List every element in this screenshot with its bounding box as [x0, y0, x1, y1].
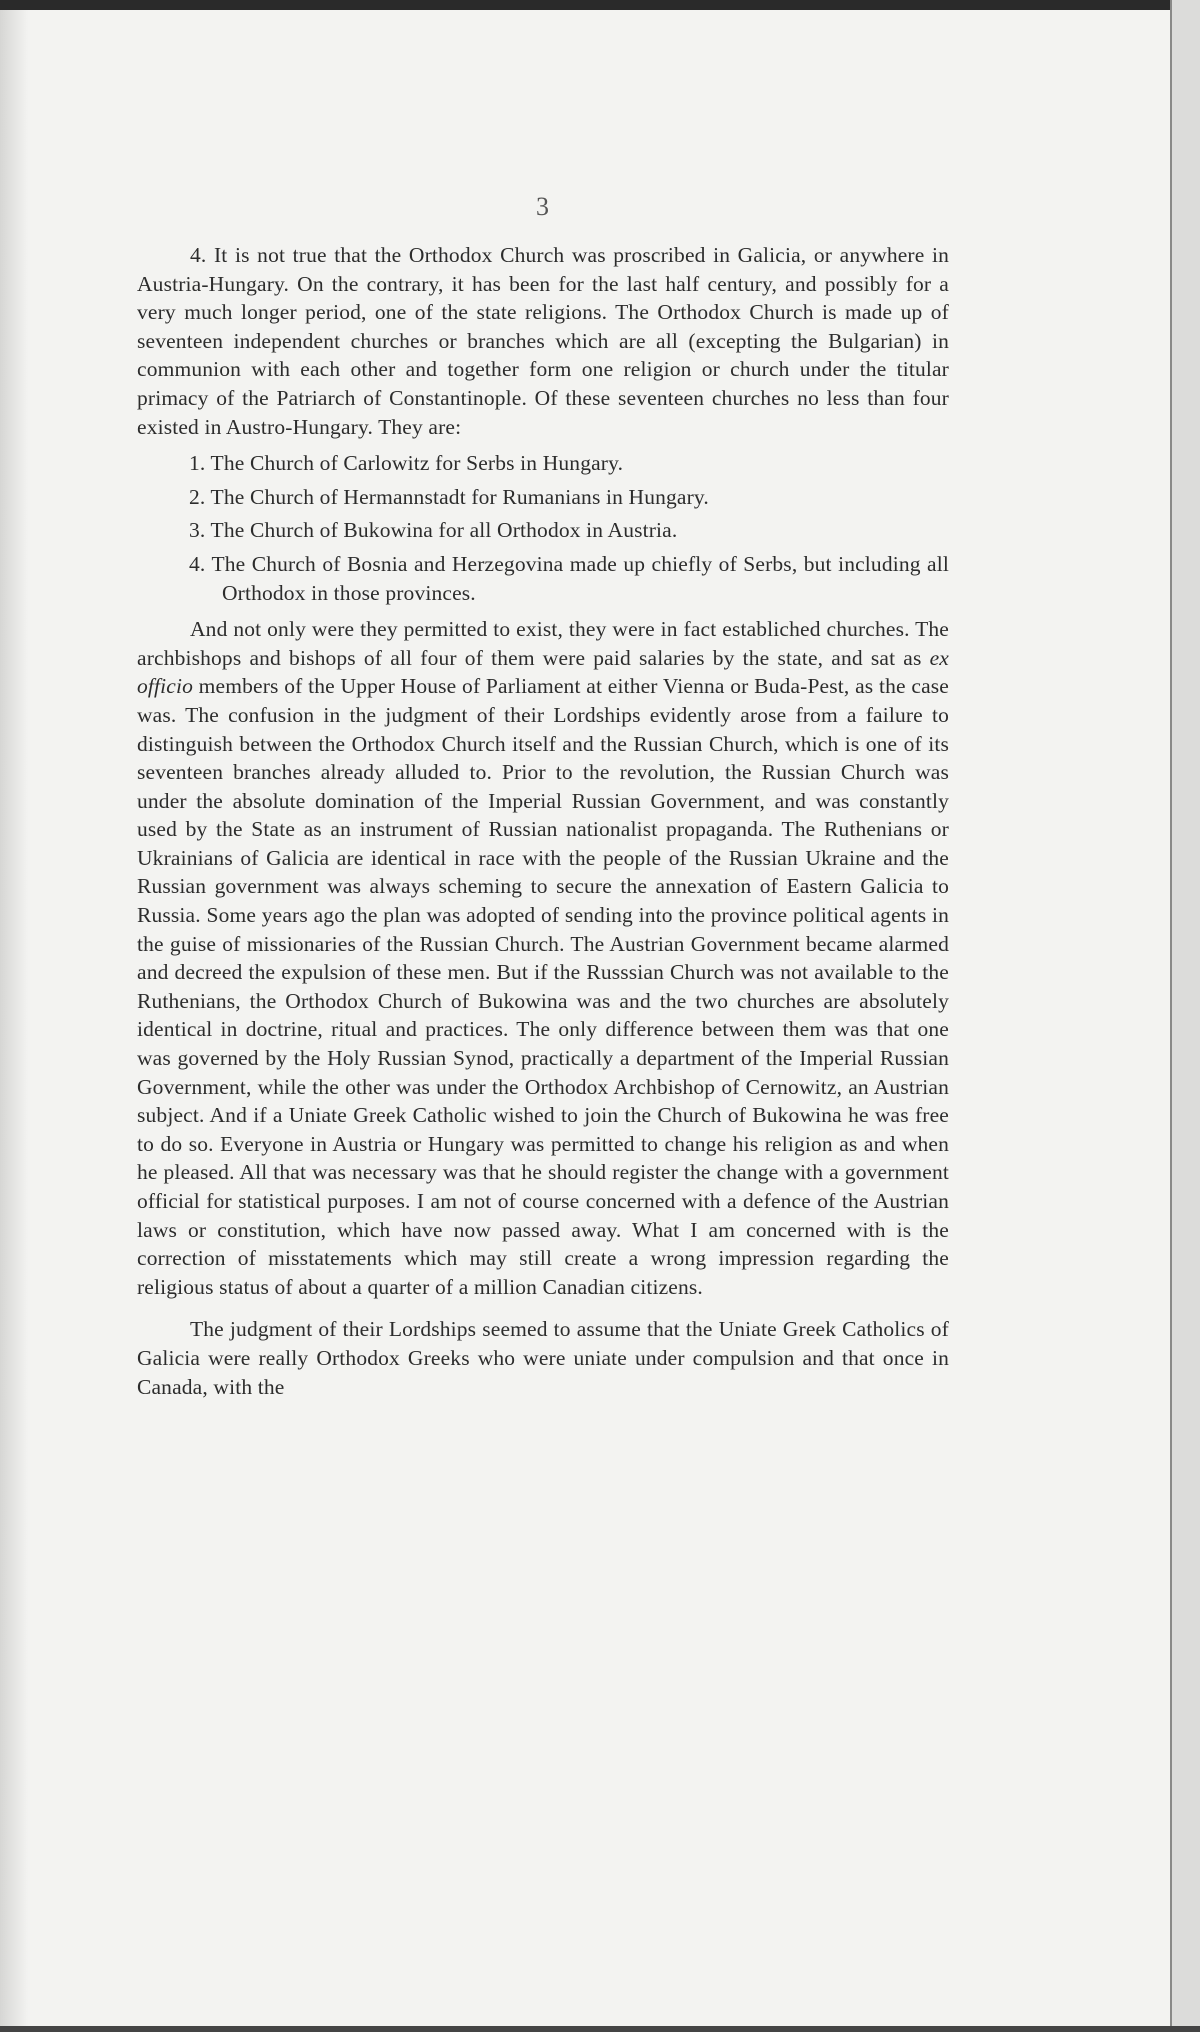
scan-bottom-edge	[0, 2026, 1200, 2032]
paragraph-4: 4. It is not true that the Orthodox Church was proscribed in Galicia, or anywhere in Austria-Hungary. On the contrary, it has been for the last half century, and possibly for a very much longer period, one of the state religions. The Orthodox Church is made up of seventeen independent churches or branches which are all (excepting the Bulgarian) in communion with each other and together form one religion or church under the titular primacy of the Patriarch of Constantinople. Of these seventeen churches no less than four existed in Austro-Hungary. They are:	[137, 243, 949, 439]
list-item-3: 3. The Church of Bukowina for all Orthodox in Austria.	[189, 518, 678, 543]
scan-right-edge	[1170, 0, 1200, 2032]
paragraph-established-churches	[137, 615, 949, 1301]
body-text	[137, 241, 949, 1401]
paragraph-text-end: members of the Upper House of Parliament at either Vienna or Buda-Pest, as the case was. The confusion in the judgment of their Lordships evidently arose from a failure to distinguish between the Orthodox Church itself and the Russian Church, which is one of its seventeen branches already alluded to. Prior to the revolution, the Russian Church was under the absolute domination of the Imperial Russian Government, and was constantly used by the State as an instrument of Russian nationalist propaganda. The Ruthenians or Ukrainians of Galicia are identical in race with the people of the Russian Ukraine and the Russian government was always scheming to secure the annexation of Eastern Galicia to Russia. Some years ago the plan was adopted of sending into the province political agents in the guise of missionaries of the Russian Church. The Austrian Government became alarmed and decreed the expulsion of these men. But if the Russsian Church was not available to the Ruthenians, the Orthodox Church of Bukowina was and the two churches are absolutely identical in doctrine, ritual and practices. The only difference between them was that one was governed by the Holy Russian Synod, practically a department of the Imperial Russian Government, while the other was under the Orthodox Archbishop of Cernowitz, an Austrian subject. And if a Uniate Greek Catholic wished to join the Church of Bukowina he was free to do so. Everyone in Austria or Hungary was permitted to change his religion as and when he pleased. All that was necessary was that he should register the change with a government official for statistical purposes. I am not of course concerned with a defence of the Austrian laws or constitution, which have now passed away. What I am concerned with is the correction of misstatements which may still create a wrong impression regarding the religious status of about a quarter of a million Canadian citizens.	[137, 674, 949, 1299]
list-item-4: 4. The Church of Bosnia and Herzegovina made up chiefly of Serbs, but including all Orthodox in those provinces.	[189, 551, 949, 605]
page-number: 3	[536, 192, 549, 221]
paragraph-text-start: And not only were they permitted to exist, they were in fact establiched churches. The archbishops and bishops of all four of them were paid salaries by the state, and sat as	[137, 617, 949, 670]
page-left-shadow	[0, 0, 28, 2032]
scan-top-edge	[0, 0, 1200, 10]
paragraph-judgment: The judgment of their Lordships seemed to assume that the Uniate Greek Catholics of Galicia were really Orthodox Greeks who were uniate under compulsion and that once in Canada, with the	[137, 1317, 949, 1399]
list-item-1: 1. The Church of Carlowitz for Serbs in Hungary.	[189, 451, 624, 476]
italic-phrase: ex officio	[137, 645, 949, 699]
list-item-2: 2. The Church of Hermannstadt for Rumanians in Hungary.	[189, 484, 709, 509]
